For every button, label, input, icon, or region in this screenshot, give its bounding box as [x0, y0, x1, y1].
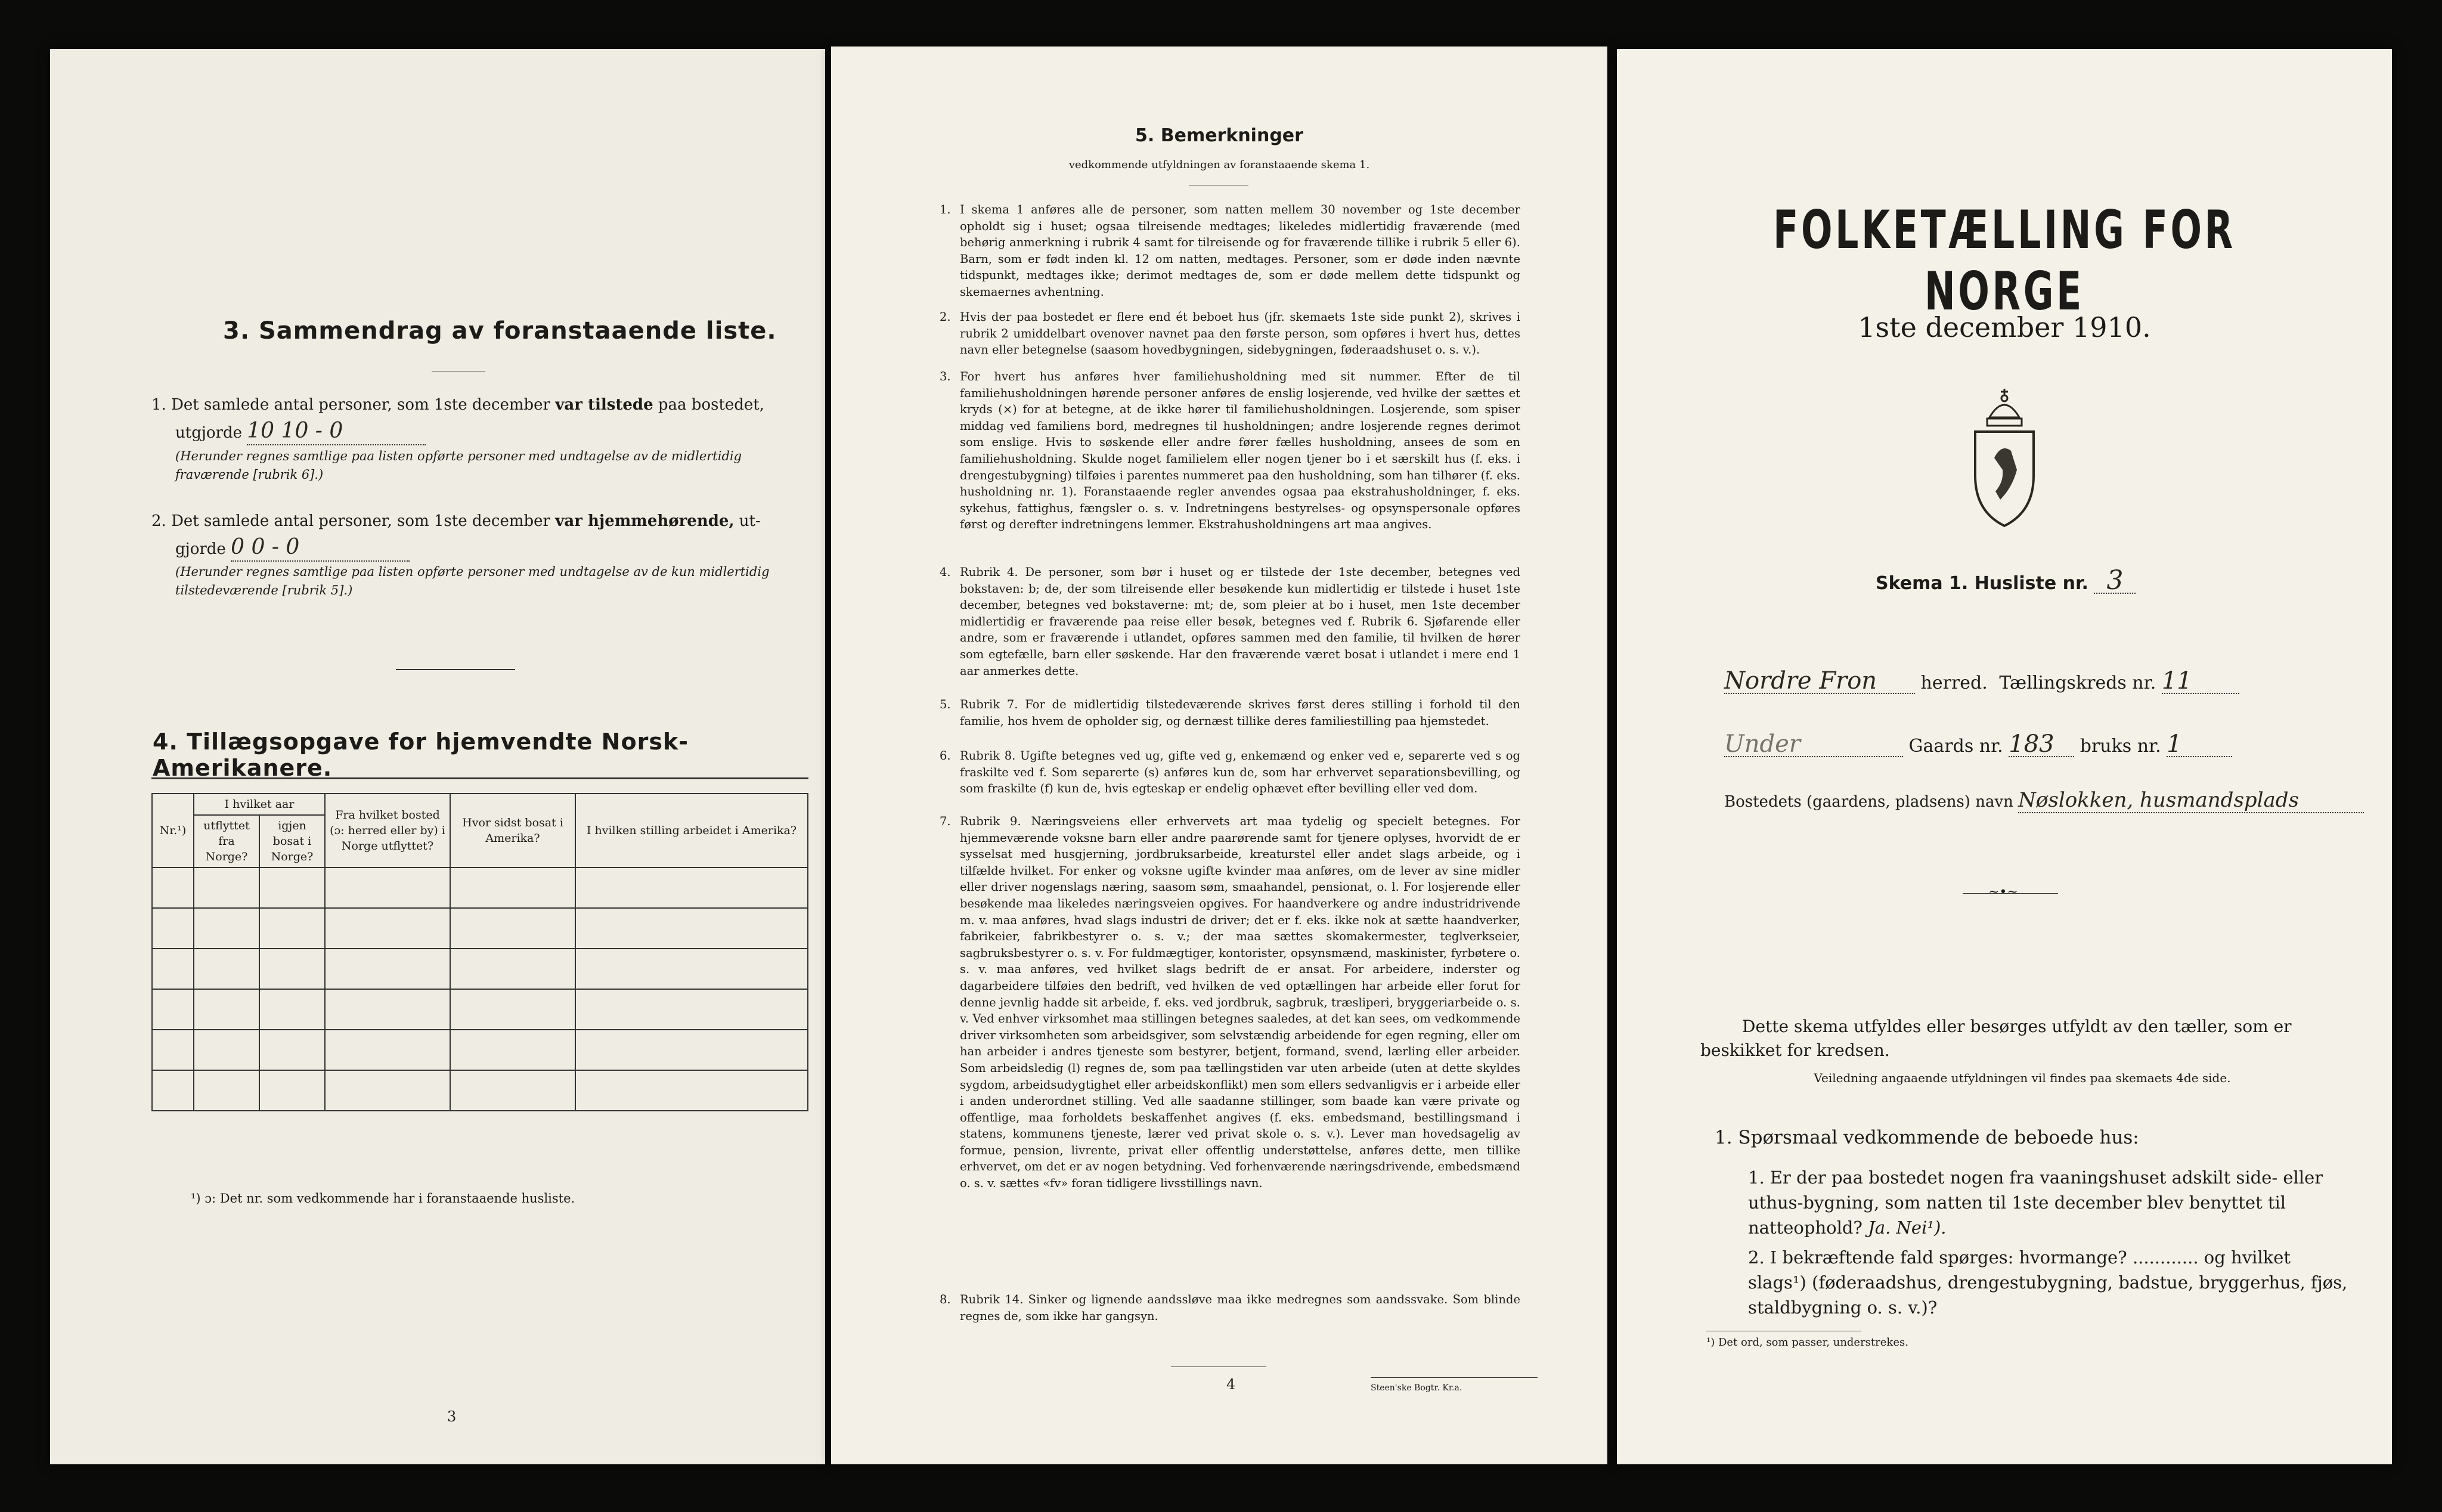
q2-utgjorde: gjorde	[175, 540, 226, 558]
bruks-value[interactable]: 1	[2167, 732, 2232, 757]
remark-4: 4. Rubrik 4. De personer, som bør i huset og er tilstede der 1ste december, betegnes ved bokstaven: b; de, der som tilreisende eller besøkende kun midlertidig er tilstede i huset 1ste december, betegnes ved bokstaverne: mt; de, som pleier at bo i huset, men 1ste december midlertidig er fraværende paa reise eller besøk, betegnes ved f. Rubrik 6. Sjøfarende eller andre, som er fraværende i utlandet, opføres sammen med den familie, til hvilken de hører som egtefælle, barn eller søskende. Har den fraværende været bosat i utlandet i mere end 1 aar anmerkes dette.	[940, 565, 1520, 678]
gaards-label: Gaards nr.	[1908, 736, 2003, 757]
q1-value[interactable]: 10 10 - 0	[247, 418, 426, 445]
question-2	[151, 508, 813, 562]
house-question-2: 2. I bekræftende fald spørges: hvormange? ............ og hvilket slags¹) (føderaadshus, drengestubygning, badstue, bryggerhus, fjøs, staldbygning o. s. v.)?	[1748, 1247, 2348, 1318]
intro-text: Dette skema utfyldes eller besørges utfyldt av den tæller, som er beskikket for kredsen.	[1700, 1017, 2292, 1060]
table-row	[152, 1030, 808, 1070]
cell[interactable]	[194, 1030, 259, 1070]
remark-2: 2. Hvis der paa bostedet er flere end ét beboet hus (jfr. skemaets 1ste side punkt 2), skrives i rubrik 2 umiddelbart ovenover navnet paa den første person, som opføres i hvert hus, dettes navn eller betegnelse (saasom hovedbygningen, sidebygningen, føderaadshuset o. s. v.).	[940, 310, 1520, 357]
question-1	[151, 392, 813, 446]
cell[interactable]	[325, 989, 450, 1030]
col-nr: Nr.¹)	[152, 794, 194, 867]
remarks-title: 5. Bemerkninger	[1135, 125, 1303, 146]
herred-label: herred.	[1920, 673, 1988, 693]
herred-line	[1724, 669, 2368, 695]
q1-note: (Herunder regnes samtlige paa listen opførte personer med undtagelse av de midlertidig fraværende [rubrik 6].)	[175, 449, 742, 482]
cell[interactable]	[259, 989, 325, 1030]
krets-label: Tællingskreds nr.	[1999, 673, 2156, 693]
krets-value[interactable]: 11	[2162, 669, 2239, 694]
cell[interactable]	[575, 908, 808, 949]
cell[interactable]	[152, 1070, 194, 1111]
cell[interactable]	[450, 908, 575, 949]
page-number: 4	[1226, 1376, 1236, 1393]
cell[interactable]	[450, 989, 575, 1030]
husliste-nr[interactable]: 3	[2094, 569, 2136, 594]
col-group: I hvilket aar	[194, 794, 325, 815]
house-question-1: 1. Er der paa bostedet nogen fra vaaningshuset adskilt side- eller uthus-bygning, som natten til 1ste december blev benyttet til natteophold? Ja. Nei¹).	[1748, 1167, 2323, 1238]
cell[interactable]	[575, 1030, 808, 1070]
cell[interactable]	[194, 867, 259, 908]
cell[interactable]	[450, 1030, 575, 1070]
footnote: ¹) Det ord, som passer, understrekes.	[1706, 1336, 1908, 1349]
bosted-label: Bostedets (gaardens, pladsens) navn	[1724, 793, 2013, 811]
cell[interactable]	[259, 908, 325, 949]
q2-text-end: ut-	[739, 512, 761, 530]
census-date: 1ste december 1910.	[1858, 311, 2151, 343]
cell[interactable]	[152, 949, 194, 989]
col-from: Fra hvilket bosted (ɔ: herred eller by) i Norge utflyttet?	[325, 794, 450, 867]
page-middle	[831, 47, 1607, 1464]
cell[interactable]	[194, 949, 259, 989]
q2-note: (Herunder regnes samtlige paa listen opførte personer med undtagelse av de kun midlertidig tilstedeværende [rubrik 5].)	[175, 565, 770, 597]
q1-text-end: paa bostedet,	[658, 396, 765, 414]
norway-coat-of-arms-icon	[1964, 386, 2044, 529]
q2-bold: var hjemmehørende,	[555, 512, 735, 530]
cell[interactable]	[575, 949, 808, 989]
cell[interactable]	[152, 1030, 194, 1070]
bosted-line	[1724, 788, 2380, 814]
cell[interactable]	[575, 1070, 808, 1111]
q2-text: 2. Det samlede antal personer, som 1ste december	[151, 512, 550, 530]
divider	[396, 669, 515, 670]
table-row	[152, 867, 808, 908]
col-work: I hvilken stilling arbeidet i Amerika?	[575, 794, 808, 867]
remarks-subtitle: vedkommende utfyldningen av foranstaaende skema 1.	[1068, 159, 1370, 171]
table-row	[152, 908, 808, 949]
under-value[interactable]: Under	[1724, 732, 1903, 757]
remark-7: 7. Rubrik 9. Næringsveiens eller erhvervets art maa tydelig og specielt betegnes. For hjemmeværende voksne barn eller andre paarørende samt for tjenere oplyses, hvorvidt de er sysselsat med husgjerning, jordbruksarbeide, kreaturstel eller andet slags arbeide, og i tilfælde hvilket. For enker og voksne ugifte kvinder maa anføres, om de lever av sine midler eller driver nogenslags næring, saasom søm, smaahandel, pensionat, o. l. For losjerende eller besøkende maa likeledes næringsveien opgives. For haandverkere og andre industridrivende m. v. maa anføres, hvad slags industri de driver; det er f. eks. ikke nok at sætte haandverker, fabrikeier, fabrikbestyrer o. s. v.; der maa sættes skomakermester, teglverkseier, sagbruksbestyrer o. s. v. For fuldmægtiger, kontorister, opsynsmænd, maskinister, fyrbøtere o. s. v. maa anføres, ved hvilket slags bedrift de er ansat. For arbeidere, inderster og dagarbeidere tilføies den bedrift, ved hvilken de ved optællingen har arbeide eller forut for denne jevnlig hadde sit arbeide, f. eks. ved jordbruk, sagbruk, træsliperi, bryggeriarbeide o. s. v. Ved enhver virksomhet maa stillingen betegnes saaledes, at det kan sees, om vedkommende driver virksomheten som arbeidsgiver, som selvstændig arbeidende for egen regning, eller om han arbeider i andres tjeneste som bestyrer, betjent, formand, svend, lærling eller arbeider. Som arbeidsledig (l) regnes de, som paa tællingstiden var uten arbeide (uten at dette skyldes sygdom, arbeidsudygtighet eller arbeidskonflikt) men som ellers sedvanligvis er i arbeide eller i anden underordnet stilling. Ved alle saadanne stillinger, som baade kan være private og offentlige, maa forholdets beskaffenhet angives (f. eks. embedsmand, bestillingsmand i statens, kommunens tjeneste, lærer ved privat skole o. s. v.). Lever man hovedsagelig av formue, pension, livrente, privat eller offentlig understøttelse, anføres dette, men tillike erhvervet, om det er av nogen betydning. Ved forhenværende næringsdrivende, embedsmænd o. s. v. sættes «fv» foran tidligere livsstillings navn.	[940, 814, 1520, 1191]
bosted-value[interactable]: Nøslokken, husmandsplads	[2018, 788, 2364, 813]
census-title: FOLKETÆLLING FOR NORGE	[1773, 199, 2236, 322]
cell[interactable]	[575, 867, 808, 908]
bruks-label: bruks nr.	[2080, 736, 2161, 757]
q1-answer[interactable]: Ja. Nei¹).	[1868, 1217, 1947, 1238]
norsk-amerikanere-table	[151, 793, 808, 1111]
gaards-value[interactable]: 183	[2009, 732, 2074, 757]
gaards-line	[1724, 732, 2368, 758]
table-row	[152, 989, 808, 1030]
divider	[151, 777, 808, 779]
cell[interactable]	[259, 949, 325, 989]
section3-title: 3. Sammendrag av foranstaaende liste.	[223, 317, 777, 345]
cell[interactable]	[152, 989, 194, 1030]
cell[interactable]	[325, 908, 450, 949]
section4-title: 4. Tillægsopgave for hjemvendte Norsk-Amerikanere.	[153, 729, 689, 781]
cell[interactable]	[450, 1070, 575, 1111]
intro-guidance: Veiledning angaaende utfyldningen vil findes paa skemaets 4de side.	[1814, 1071, 2231, 1085]
cell[interactable]	[325, 1030, 450, 1070]
q1-text: 1. Det samlede antal personer, som 1ste december	[151, 396, 550, 414]
cell[interactable]	[450, 949, 575, 989]
page-right	[1617, 49, 2392, 1464]
remark-1: 1. I skema 1 anføres alle de personer, som natten mellem 30 november og 1ste december opholdt sig i huset; ogsaa tilreisende medtages; likeledes midlertidig fraværende (med behørig anmerkning i rubrik 4 samt for tilreisende og for fraværende tillike i rubrik 5 eller 6). Barn, som er født inden kl. 12 om natten, medtages. Personer, som er døde inden nævnte tidspunkt, medtages ikke; derimot medtages de, som er døde mellem dette tidspunkt og skemaernes avhentning.	[940, 203, 1520, 299]
printer-mark: Steen'ske Bogtr. Kr.a.	[1371, 1383, 1462, 1393]
herred-value[interactable]: Nordre Fron	[1724, 669, 1915, 694]
cell[interactable]	[450, 867, 575, 908]
remark-5: 5. Rubrik 7. For de midlertidig tilstedeværende skrives først deres stilling i forhold til den familie, hos hvem de opholder sig, og dernæst tillike deres familiestilling paa hjemstedet.	[940, 698, 1520, 728]
cell[interactable]	[259, 1070, 325, 1111]
q1-bold: var tilstede	[555, 396, 653, 414]
questions-header: 1. Spørsmaal vedkommende de beboede hus:	[1715, 1127, 2139, 1148]
q2-value[interactable]: 0 0 - 0	[231, 534, 410, 562]
cell[interactable]	[325, 1070, 450, 1111]
table-row	[152, 949, 808, 989]
cell[interactable]	[152, 908, 194, 949]
page-number: 3	[447, 1408, 457, 1425]
page-left	[50, 49, 825, 1464]
cell[interactable]	[575, 989, 808, 1030]
remark-6: 6. Rubrik 8. Ugifte betegnes ved ug, gifte ved g, enkemænd og enker ved e, separerte ved s og fraskilte ved f. Som separerte (s) anføres kun de, som har erhvervet separationsbevilling, og som fraskilte (f) kun de, hvis egteskap er endelig ophævet efter bevilling eller ved dom.	[940, 749, 1520, 796]
footnote: ¹) ɔ: Det nr. som vedkommende har i foranstaaende husliste.	[191, 1191, 575, 1206]
cell[interactable]	[194, 1070, 259, 1111]
cell[interactable]	[259, 1030, 325, 1070]
cell[interactable]	[152, 867, 194, 908]
divider	[1371, 1377, 1538, 1378]
remark-8: 8. Rubrik 14. Sinker og lignende aandssløve maa ikke medregnes som aandssvake. Som blinde regnes de, som ikke har gangsyn.	[940, 1293, 1520, 1323]
cell[interactable]	[259, 867, 325, 908]
col-last: Hvor sidst bosat i Amerika?	[450, 794, 575, 867]
cell[interactable]	[194, 989, 259, 1030]
cell[interactable]	[325, 949, 450, 989]
col-ret: igjen bosat i Norge?	[259, 815, 325, 867]
schema-line	[1876, 565, 2136, 596]
remark-3: 3. For hvert hus anføres hver familiehusholdning med sit nummer. Efter de til familiehusholdningen hørende personer anføres de enslig losjerende, ved hvilke der sættes et kryds (×) for at betegne, at de ikke hører til familiehusholdningen. Losjerende, som spiser middag ved familiens bord, medregnes til husholdningen; andre losjerende regnes derimot som enslige. Hvis to søskende eller andre fører fælles husholdning, ansees de som en familiehusholdning. Skulde noget familielem eller nogen tjener bo i et særskilt hus (f. eks. i drengestubygning) tilføies i parentes nummeret paa den husholdning, som han tilhører (f. eks. husholdning nr. 1). Foranstaaende regler anvendes ogsaa paa ekstrahusholdninger, f. eks. sykehus, fattighus, fængsler o. s. v. Indretningens bestyrelses- og opsynspersonale opføres først og derefter indretningens lemmer. Ekstrahusholdningens art maa angives.	[940, 370, 1520, 532]
cell[interactable]	[194, 908, 259, 949]
q1-utgjorde: utgjorde	[175, 424, 243, 442]
col-emig: utflyttet fra Norge?	[194, 815, 259, 867]
ornament-icon: ~•~	[1988, 885, 2018, 900]
table-row	[152, 1070, 808, 1111]
schema-label: Skema 1. Husliste nr.	[1876, 573, 2088, 594]
cell[interactable]	[325, 867, 450, 908]
